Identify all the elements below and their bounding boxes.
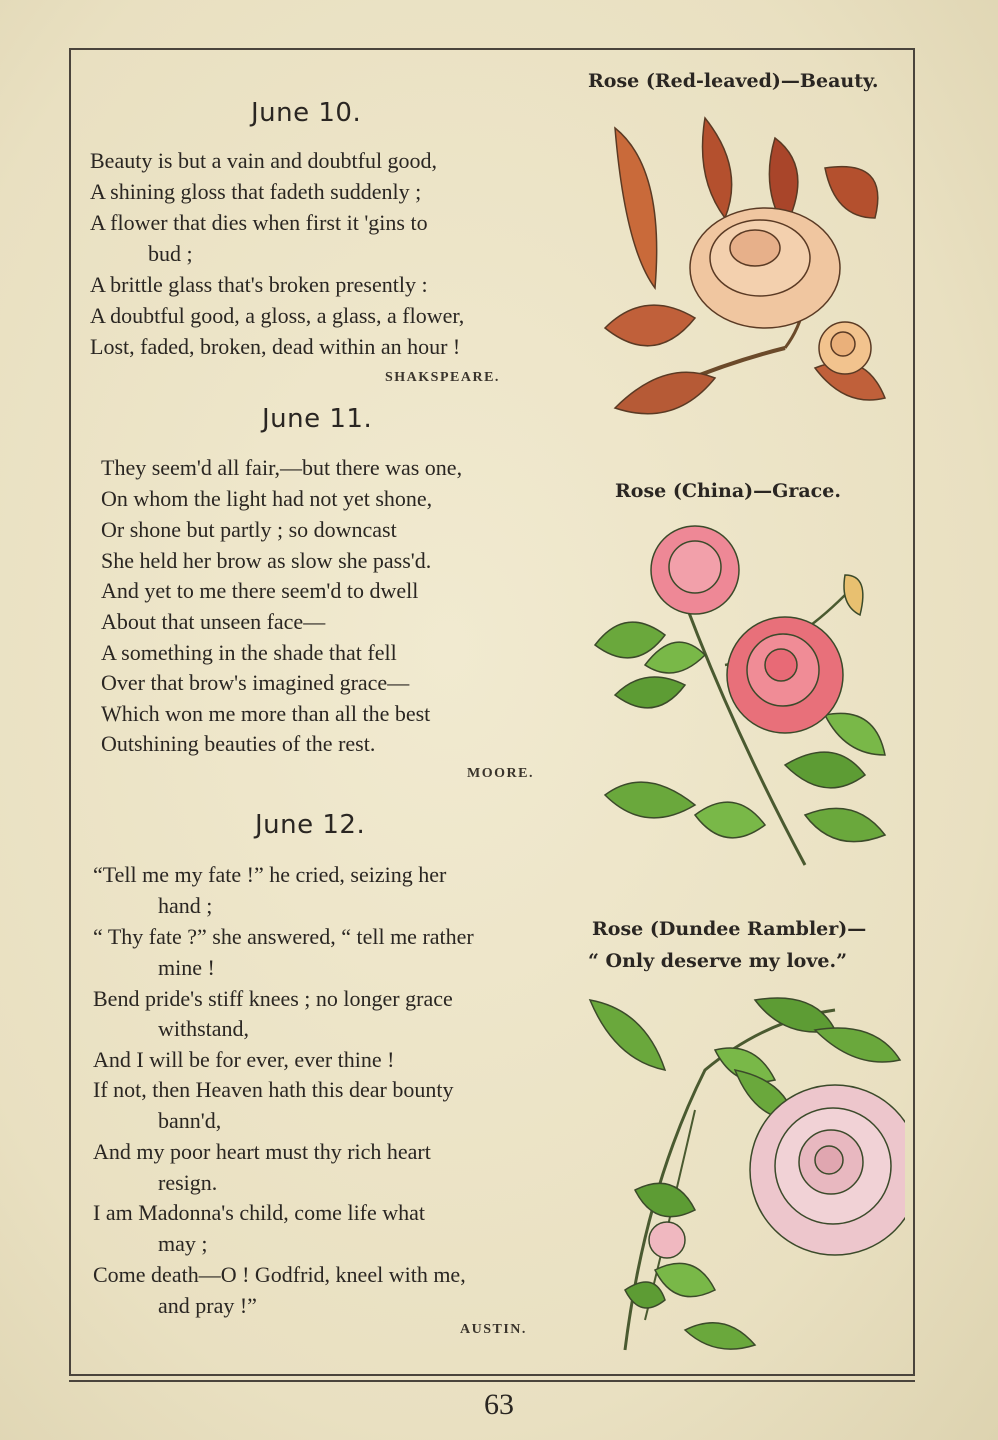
poem-line: “ Thy fate ?” she answered, “ tell me rather — [93, 924, 474, 949]
poem-line: Or shone but partly ; so downcast — [101, 517, 397, 542]
poem-line: and pray !” — [158, 1293, 257, 1318]
entry-heading-june-12: June 12. — [255, 810, 366, 840]
poem-line: Come death—O ! Godfrid, kneel with me, — [93, 1262, 466, 1287]
red-leaved-rose-illustration — [585, 108, 905, 438]
poem-line: Bend pride's stiff knees ; no longer grace — [93, 986, 453, 1011]
poem-line: A brittle glass that's broken presently : — [90, 272, 428, 297]
poem-line: And yet to me there seem'd to dwell — [101, 578, 419, 603]
poem-line: Lost, faded, broken, dead within an hour ! — [90, 334, 461, 359]
poem-author: SHAKSPEARE. — [385, 370, 500, 385]
page-number: 63 — [484, 1388, 514, 1421]
poem-line: And I will be for ever, ever thine ! — [93, 1047, 395, 1072]
poem-line: A something in the shade that fell — [101, 640, 397, 665]
bottom-rule — [69, 1380, 915, 1382]
poem-line: hand ; — [158, 893, 213, 918]
poem-line: They seem'd all fair,—but there was one, — [101, 455, 463, 480]
poem-line: On whom the light had not yet shone, — [101, 486, 433, 511]
flower-caption-dundee-2: “ Only deserve my love.” — [588, 950, 848, 972]
poem-line: A doubtful good, a gloss, a glass, a flower, — [90, 303, 465, 328]
dundee-rambler-rose-illustration — [585, 990, 905, 1360]
poem-line: bann'd, — [158, 1108, 222, 1133]
poem-line: may ; — [158, 1231, 208, 1256]
poem-line: withstand, — [158, 1016, 250, 1041]
flower-caption-china: Rose (China)—Grace. — [615, 480, 841, 502]
poem-line: Outshining beauties of the rest. — [101, 731, 376, 756]
entry-heading-june-11: June 11. — [262, 404, 373, 434]
poem-author: MOORE. — [467, 766, 534, 781]
poem-line: A flower that dies when first it 'gins to — [90, 210, 428, 235]
poem-line: mine ! — [158, 955, 215, 980]
poem-line: And my poor heart must thy rich heart — [93, 1139, 431, 1164]
poem-line: Beauty is but a vain and doubtful good, — [90, 148, 438, 173]
poem-line: “Tell me my fate !” he cried, seizing her — [93, 862, 447, 887]
poem-line: If not, then Heaven hath this dear bounty — [93, 1077, 454, 1102]
entry-heading-june-10: June 10. — [251, 98, 362, 128]
poem-author: AUSTIN. — [460, 1322, 527, 1337]
poem-line: bud ; — [148, 241, 193, 266]
poem-line: I am Madonna's child, come life what — [93, 1200, 426, 1225]
poem-line: Over that brow's imagined grace— — [101, 670, 410, 695]
china-rose-illustration — [585, 515, 905, 870]
poem-line: About that unseen face— — [101, 609, 326, 634]
flower-caption-dundee-1: Rose (Dundee Rambler)— — [592, 918, 867, 940]
poem-line: She held her brow as slow she pass'd. — [101, 548, 432, 573]
poem-line: Which won me more than all the best — [101, 701, 431, 726]
poem-line: resign. — [158, 1170, 218, 1195]
flower-caption-red-leaved: Rose (Red-leaved)—Beauty. — [588, 70, 879, 92]
poem-line: A shining gloss that fadeth suddenly ; — [90, 179, 422, 204]
